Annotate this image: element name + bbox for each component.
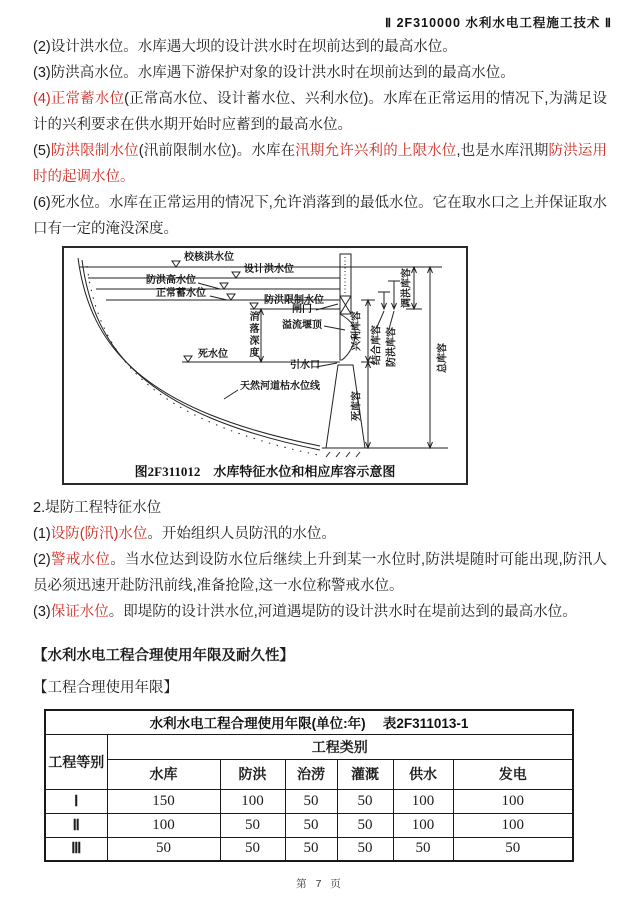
- column-header-power: 发电: [453, 759, 573, 789]
- table-group-row: [45, 734, 573, 759]
- table-cell: 50: [453, 837, 573, 861]
- text-segment: (1): [33, 526, 51, 542]
- label-design-flood-level: 设计洪水位: [244, 264, 294, 275]
- text-segment: (汛前限制水位)。水库在: [138, 143, 296, 159]
- paragraph-warning-level: [33, 547, 607, 599]
- reservoir-levels-diagram: [62, 246, 468, 485]
- label-flood-high-level: 防洪高水位: [146, 275, 196, 286]
- table-cell: 100: [453, 789, 573, 813]
- table-title-row: [45, 710, 573, 734]
- table-cell: 50: [337, 813, 393, 837]
- table-cell: 50: [337, 837, 393, 861]
- heading-service-life-durability: 【水利水电工程合理使用年限及耐久性】: [33, 648, 294, 664]
- figure-caption: 图2F311012 水库特征水位和相应库容示意图: [134, 464, 396, 479]
- page-number: 第 7 页: [296, 878, 344, 890]
- corner-header: 工程等别: [45, 734, 107, 789]
- label-gate: 闸门: [292, 304, 312, 315]
- table-cell: 100: [393, 813, 453, 837]
- highlighted-term: 警戒水位: [50, 552, 111, 568]
- table-row-grade-3: [45, 837, 573, 861]
- table-cell: 50: [285, 789, 337, 813]
- text-segment: 。开始组织人员防汛的水位。: [147, 526, 336, 542]
- paragraph-flood-high-level: [33, 60, 607, 86]
- text-segment: ,也是水库汛期: [456, 143, 549, 159]
- table-row-grade-2: [45, 813, 573, 837]
- label-combined-storage: 结合库容: [371, 325, 383, 365]
- label-flood-limit-level: 防洪限制水位: [264, 295, 324, 306]
- label-weir-crest: 溢流堰顶: [282, 320, 322, 331]
- paragraph-flood-limit-level: [33, 138, 607, 190]
- table-row-grade-1: [45, 789, 573, 813]
- column-header-irrigation: 灌溉: [337, 759, 393, 789]
- service-life-table: [44, 709, 574, 862]
- table-cell: 50: [285, 837, 337, 861]
- table-cell: 50: [220, 813, 285, 837]
- table-cell: 100: [393, 789, 453, 813]
- column-header-supply: 供水: [393, 759, 453, 789]
- highlighted-term: 汛期允许兴利的上限水位: [295, 143, 457, 159]
- paragraph-guaranteed-level: [33, 599, 607, 625]
- table-cell: 100: [107, 813, 220, 837]
- label-intake: 引水口: [290, 360, 320, 371]
- page-header-title: Ⅱ 2F310000 水利水电工程施工技术 Ⅱ: [384, 16, 612, 30]
- label-drawdown-depth: 消落深度: [247, 311, 258, 359]
- column-header-flood: 防洪: [220, 759, 285, 789]
- text-segment: (5): [33, 143, 51, 159]
- column-header-reservoir: 水库: [107, 759, 220, 789]
- label-dead-storage: 死库容: [351, 391, 363, 421]
- table-cell: 150: [107, 789, 220, 813]
- table-cell: 50: [220, 837, 285, 861]
- label-regulation-storage: 调洪库容: [401, 268, 413, 308]
- text-segment: (2)设计洪水位。水库遇大坝的设计洪水时在坝前达到的最高水位。: [33, 39, 457, 55]
- grade-cell: Ⅰ: [45, 789, 107, 813]
- paragraph-design-flood-level: [33, 34, 607, 60]
- paragraph-normal-storage-level: [33, 86, 607, 138]
- label-normal-storage-level: 正常蓄水位: [156, 288, 206, 299]
- text-segment: (3): [33, 604, 51, 620]
- label-check-flood-level: 校核洪水位: [184, 252, 234, 263]
- table-cell: 100: [220, 789, 285, 813]
- table-cell: 100: [453, 813, 573, 837]
- paragraph-dead-water-level: [33, 190, 607, 242]
- label-dead-water-level: 死水位: [198, 349, 228, 360]
- table-title: 水利水电工程合理使用年限(单位:年) 表2F311013-1: [45, 710, 573, 734]
- heading-reasonable-service-life: 【工程合理使用年限】: [33, 680, 178, 696]
- label-beneficial-storage: 兴利库容: [351, 311, 363, 351]
- group-header: 工程类别: [107, 734, 573, 759]
- text-segment: (6)死水位。水库在正常运用的情况下,允许消落到的最低水位。它在取水口之上并保证取水口有一定的淹没深度。: [33, 195, 607, 237]
- label-total-storage: 总库容: [437, 343, 449, 373]
- text-segment: (3)防洪高水位。水库遇下游保护对象的设计洪水时在坝前达到的最高水位。: [33, 65, 515, 81]
- text-segment: (2): [33, 552, 51, 568]
- label-flood-storage: 防洪库容: [386, 327, 398, 367]
- paragraph-fortification-level: [33, 521, 607, 547]
- highlighted-term: 防洪限制水位: [50, 143, 139, 159]
- label-natural-river-line: 天然河道枯水位线: [240, 381, 320, 392]
- grade-cell: Ⅲ: [45, 837, 107, 861]
- text-segment: 。当水位达到设防水位后继续上升到某一水位时,防洪堤随时可能出现,防汛人员必须迅速开赴防汛前线,准备抢险,这一水位称警戒水位。: [33, 552, 608, 594]
- highlighted-term: 保证水位: [50, 604, 109, 620]
- highlighted-term: 防洪运用时的起调水位。: [33, 143, 608, 185]
- text-segment: (正常高水位、设计蓄水位、兴利水位)。水库在正常运用的情况下,为满足设计的兴利要求在供水期开始时应蓄到的最高水位。: [33, 91, 607, 133]
- column-header-waterlog: 治涝: [285, 759, 337, 789]
- highlighted-term: 设防(防汛)水位: [50, 526, 148, 542]
- highlighted-term: (4)正常蓄水位: [33, 91, 125, 107]
- section-title-dike-levels: 2.堤防工程特征水位: [33, 500, 162, 516]
- table-column-header-row: [45, 759, 573, 789]
- table-cell: 50: [285, 813, 337, 837]
- text-segment: 。即堤防的设计洪水位,河道遇堤防的设计洪水时在堤前达到的最高水位。: [108, 604, 577, 620]
- table-cell: 50: [393, 837, 453, 861]
- table-cell: 50: [337, 789, 393, 813]
- grade-cell: Ⅱ: [45, 813, 107, 837]
- table-cell: 50: [107, 837, 220, 861]
